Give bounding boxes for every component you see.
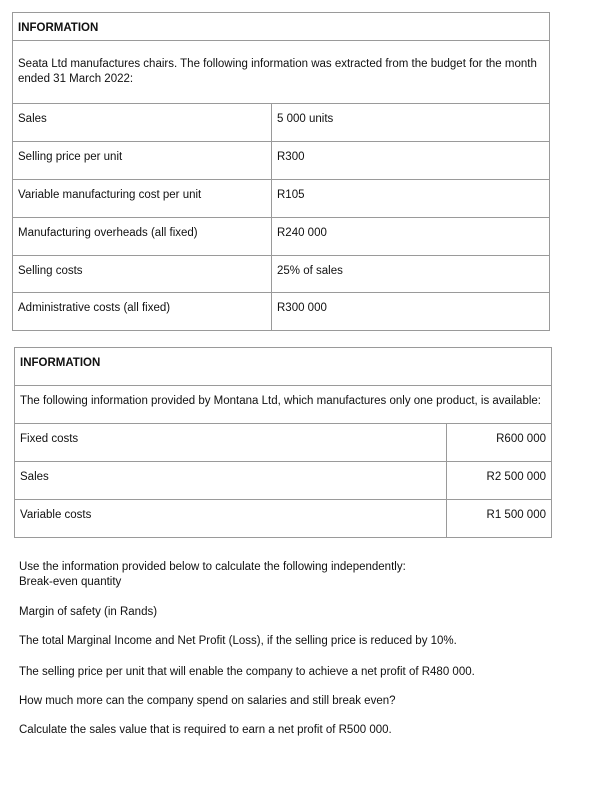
montana-row-label: Fixed costs: [15, 424, 447, 462]
montana-row-value: R2 500 000: [447, 462, 552, 500]
question-item: The total Marginal Income and Net Profit (Loss), if the selling price is reduced by 10%.: [19, 635, 457, 647]
montana-row-label: Sales: [15, 462, 447, 500]
question-item: Break-even quantity: [19, 576, 122, 588]
seata-row-label: Sales: [13, 104, 272, 142]
seata-heading: INFORMATION: [13, 13, 550, 41]
seata-row-label: Administrative costs (all fixed): [13, 293, 272, 331]
seata-row-value: R300: [272, 142, 550, 180]
seata-row-value: 5 000 units: [272, 104, 550, 142]
seata-row-label: Manufacturing overheads (all fixed): [13, 218, 272, 256]
question-item: Margin of safety (in Rands): [19, 606, 158, 618]
seata-row-value: R300 000: [272, 293, 550, 331]
seata-row-value: 25% of sales: [272, 256, 550, 293]
montana-row-label: Variable costs: [15, 500, 447, 538]
questions-intro: Use the information provided below to calculate the following independently:: [19, 561, 406, 573]
question-item: The selling price per unit that will enable the company to achieve a net profit of R480 000.: [19, 666, 475, 678]
seata-row-value: R240 000: [272, 218, 550, 256]
seata-info-table: [12, 12, 550, 331]
montana-row-value: R1 500 000: [447, 500, 552, 538]
seata-row-label: Selling costs: [13, 256, 272, 293]
montana-intro: The following information provided by Montana Ltd, which manufactures only one product, is available:: [15, 386, 552, 424]
montana-info-table: [14, 347, 552, 538]
montana-row-value: R600 000: [447, 424, 552, 462]
seata-row-label: Variable manufacturing cost per unit: [13, 180, 272, 218]
question-item: Calculate the sales value that is required to earn a net profit of R500 000.: [19, 724, 392, 736]
seata-row-label: Selling price per unit: [13, 142, 272, 180]
seata-intro: Seata Ltd manufactures chairs. The following information was extracted from the budget for the month ended 31 March 2022:: [13, 41, 550, 104]
question-item: How much more can the company spend on salaries and still break even?: [19, 695, 396, 707]
seata-row-value: R105: [272, 180, 550, 218]
montana-heading: INFORMATION: [15, 348, 552, 386]
